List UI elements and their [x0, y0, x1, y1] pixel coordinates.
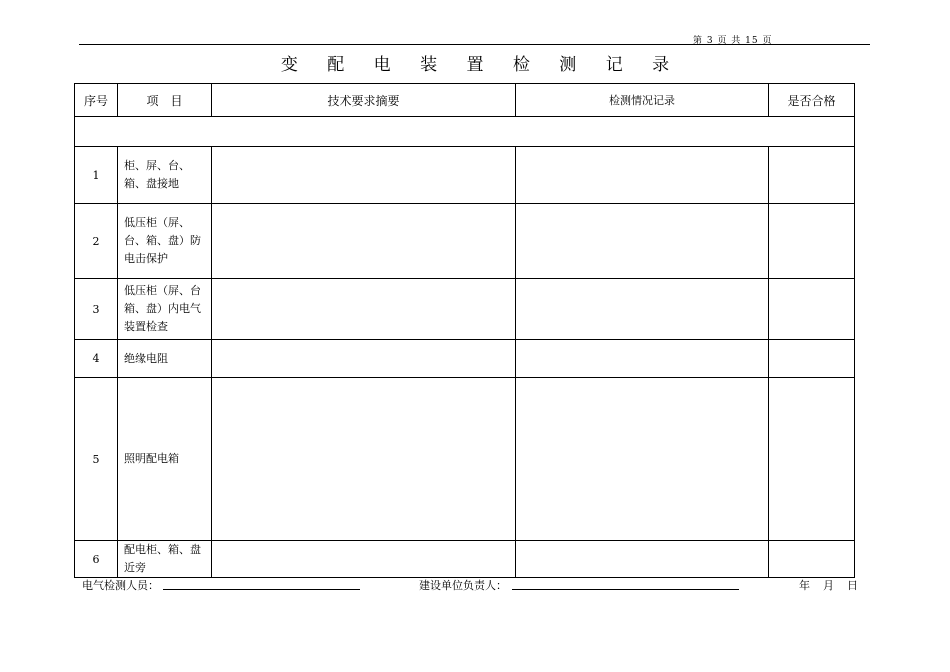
header-requirements: 技术要求摘要	[212, 84, 516, 117]
table-row	[75, 204, 855, 279]
row-requirements	[212, 378, 516, 541]
header-record: 检测情况记录	[516, 84, 769, 117]
row-qualified	[769, 340, 855, 378]
table-row	[75, 279, 855, 340]
inspector-label: 电气检测人员：	[82, 579, 159, 592]
blank-cell	[75, 117, 855, 147]
table-row	[75, 147, 855, 204]
row-requirements	[212, 147, 516, 204]
table-header-row	[75, 84, 855, 117]
row-record	[516, 147, 769, 204]
table-row	[75, 340, 855, 378]
row-item: 低压柜（屏、台、箱、盘）防电击保护	[118, 204, 212, 279]
header-qualified: 是否合格	[769, 84, 855, 117]
header-no: 序号	[75, 84, 118, 117]
table-row	[75, 378, 855, 541]
row-qualified	[769, 147, 855, 204]
row-no: 3	[75, 279, 118, 340]
row-item: 绝缘电阻	[118, 340, 212, 378]
row-requirements	[212, 279, 516, 340]
row-no: 6	[75, 541, 118, 578]
row-qualified	[769, 204, 855, 279]
row-record	[516, 204, 769, 279]
row-record	[516, 378, 769, 541]
row-item: 照明配电箱	[118, 378, 212, 541]
header-rule	[79, 44, 870, 45]
header-item: 项 目	[118, 84, 212, 117]
row-item: 低压柜（屏、台箱、盘）内电气装置检查	[118, 279, 212, 340]
inspector-signature-line[interactable]	[163, 589, 360, 590]
row-item: 柜、屏、台、箱、盘接地	[118, 147, 212, 204]
document-title: 变 配 电 装 置 检 测 记 录	[280, 55, 682, 75]
row-requirements	[212, 340, 516, 378]
day-label: 日	[847, 579, 858, 592]
row-record	[516, 279, 769, 340]
row-record	[516, 340, 769, 378]
signature-footer	[0, 577, 950, 597]
row-qualified	[769, 279, 855, 340]
row-record	[516, 541, 769, 578]
year-label: 年	[799, 579, 810, 592]
page-number: 第 3 页 共 15 页	[693, 36, 773, 46]
row-item: 配电柜、箱、盘近旁	[118, 541, 212, 578]
row-qualified	[769, 378, 855, 541]
owner-signature-line[interactable]	[512, 589, 739, 590]
row-requirements	[212, 204, 516, 279]
month-label: 月	[823, 579, 834, 592]
inspection-table	[74, 83, 855, 578]
row-no: 1	[75, 147, 118, 204]
row-no: 4	[75, 340, 118, 378]
row-qualified	[769, 541, 855, 578]
owner-label: 建设单位负责人：	[419, 579, 507, 592]
blank-row	[75, 117, 855, 147]
table-row	[75, 541, 855, 578]
row-no: 5	[75, 378, 118, 541]
row-requirements	[212, 541, 516, 578]
row-no: 2	[75, 204, 118, 279]
